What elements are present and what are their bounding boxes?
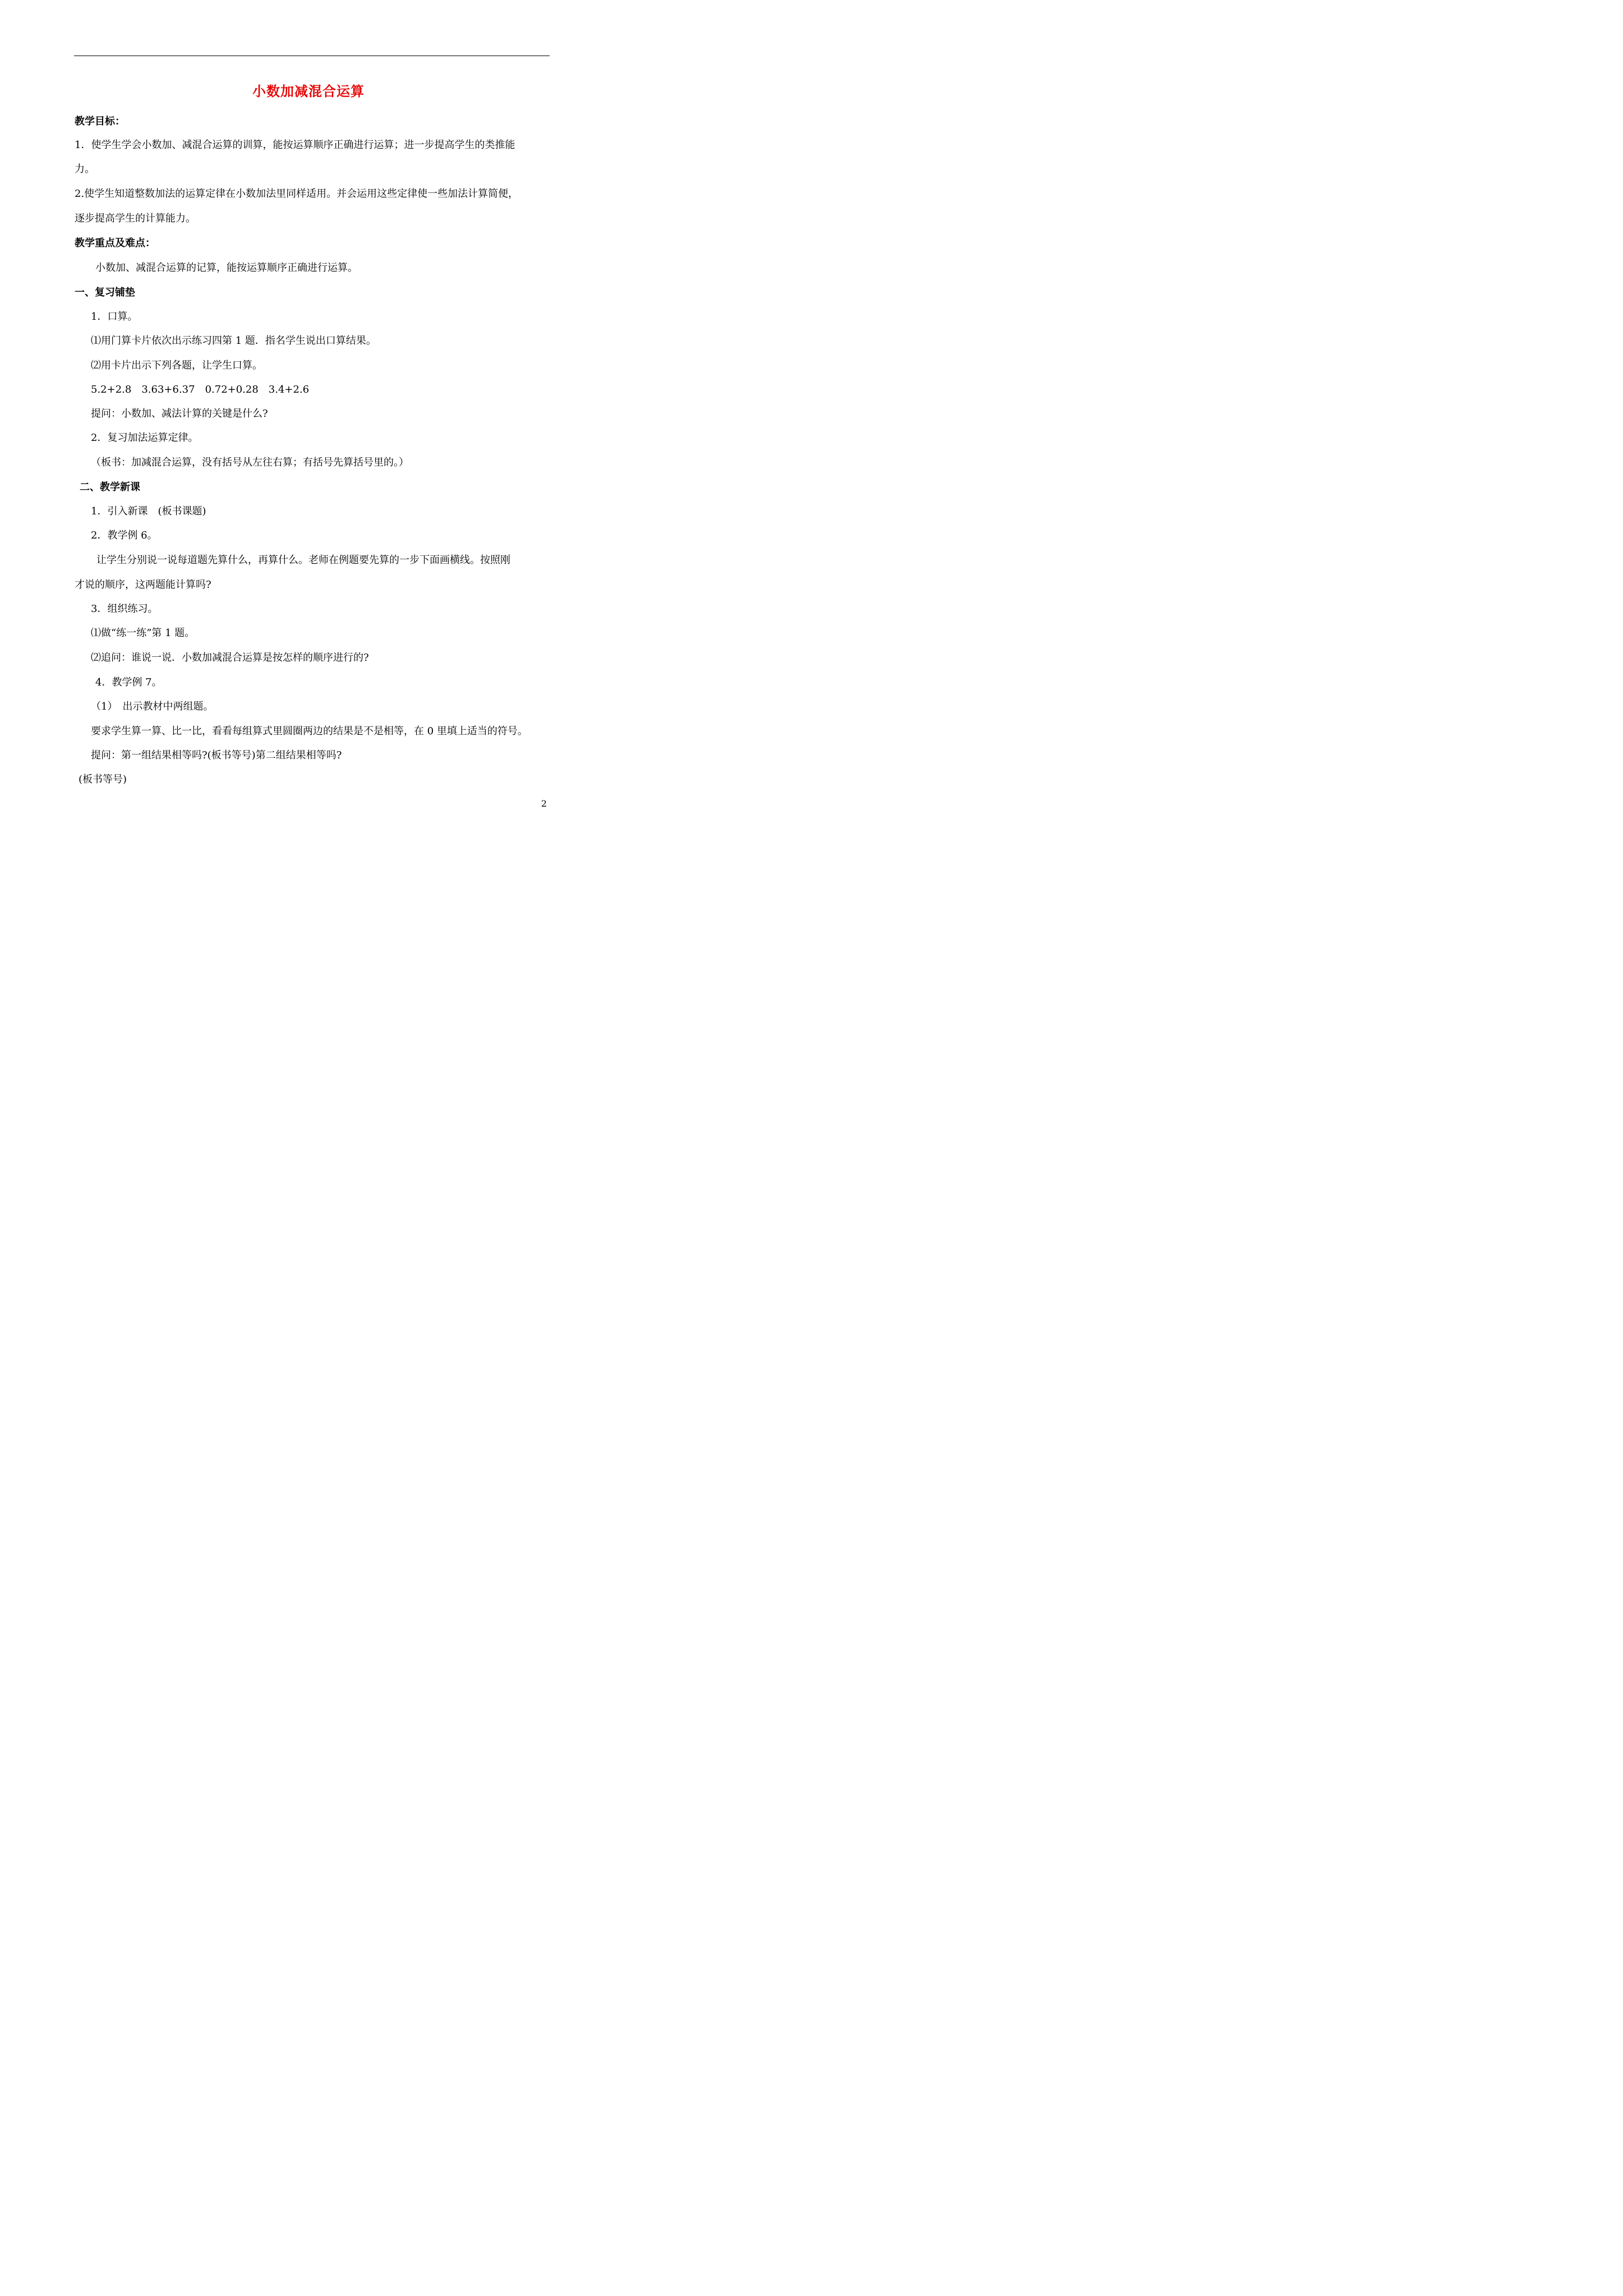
paragraph-line: 才说的顺序，这两题能计算吗?: [75, 579, 211, 591]
paragraph-line: 1．口算。: [91, 311, 138, 323]
section-heading-review: 一、复习铺垫: [75, 287, 135, 298]
paragraph-line: ⑴用门算卡片依次出示练习四第 1 题．指名学生说出口算结果。: [91, 335, 376, 347]
document-title: 小数加减混合运算: [252, 83, 365, 99]
section-heading-new-lesson: 二、教学新课: [80, 481, 140, 493]
section-heading-objectives: 教学目标：: [75, 116, 125, 127]
paragraph-line: 1．引入新课 (板书课题): [91, 505, 206, 517]
paragraph-line: 1．使学生学会小数加、减混合运算的训算，能按运算顺序正确进行运算；进一步提高学生的类推能: [75, 139, 515, 151]
paragraph-line: 力。: [75, 163, 95, 175]
paragraph-line: ⑵用卡片出示下列各题，让学生口算。: [91, 360, 262, 371]
paragraph-line: ⑴做“练一练”第 1 题。: [91, 627, 195, 639]
paragraph-line: 4．教学例 7。: [95, 677, 162, 688]
paragraph-line: 逐步提高学生的计算能力。: [75, 213, 196, 224]
paragraph-line: 2．复习加法运算定律。: [91, 432, 199, 444]
paragraph-line: 2．教学例 6。: [91, 530, 158, 541]
paragraph-line: （板书：加减混合运算，没有括号从左往右算；有括号先算括号里的。）: [91, 457, 409, 468]
paragraph-line: 小数加、减混合运算的记算，能按运算顺序正确进行运算。: [95, 262, 358, 274]
paragraph-line: ⑵追问：谁说一说．小数加减混合运算是按怎样的顺序进行的?: [91, 652, 369, 664]
section-heading-key-points: 教学重点及难点：: [75, 237, 155, 249]
paragraph-line: 让学生分别说一说每道题先算什么，再算什么。老师在例题要先算的一步下面画横线。按照刚: [96, 554, 510, 566]
paragraph-line: 2.使学生知道整数加法的运算定律在小数加法里同样适用。并会运用这些定律使一些加法计算简便，: [75, 188, 519, 200]
paragraph-line: （1） 出示教材中两组题。: [91, 701, 214, 712]
paragraph-line: 3．组织练习。: [91, 603, 158, 615]
paragraph-line: 提问：小数加、减法计算的关键是什么?: [91, 408, 268, 420]
paragraph-line: (板书等号): [79, 774, 127, 785]
paragraph-line: 提问：第一组结果相等吗?(板书等号)第二组结果相等吗?: [91, 749, 342, 761]
math-expressions: 5.2+2.8 3.63+6.37 0.72+0.28 3.4+2.6: [91, 384, 310, 395]
page-number: 2: [541, 798, 547, 809]
paragraph-line: 要求学生算一算、比一比，看看每组算式里圆圈两边的结果是不是相等，在 0 里填上适当的符号。: [91, 725, 528, 737]
